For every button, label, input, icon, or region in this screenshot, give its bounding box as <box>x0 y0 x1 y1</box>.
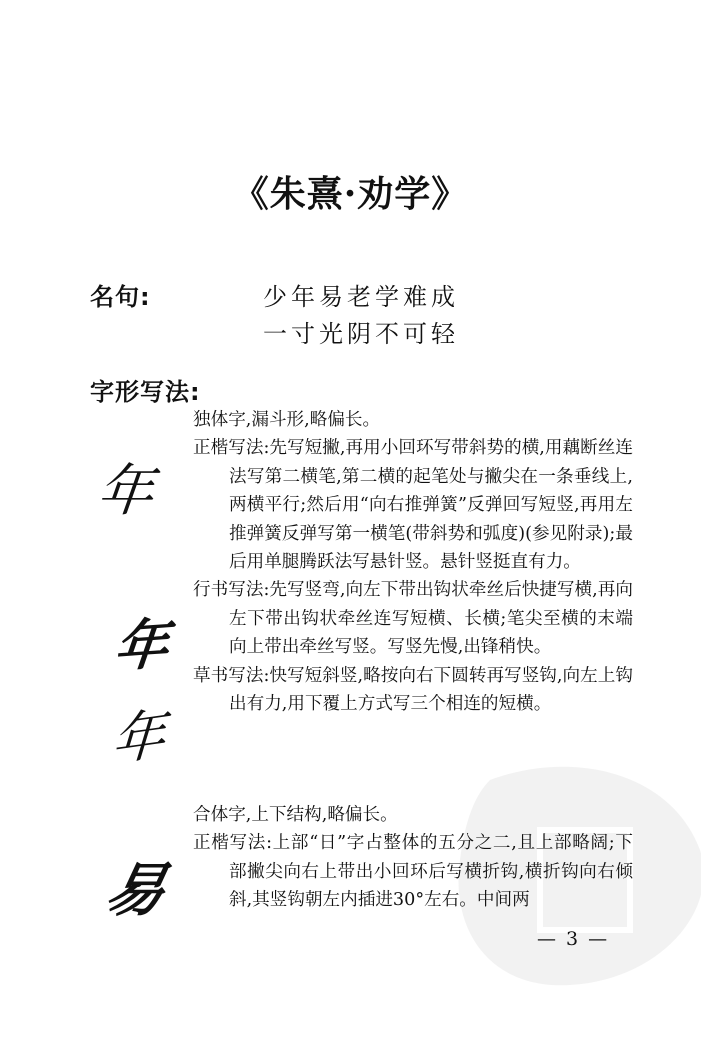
section-nian <box>193 406 633 718</box>
section-nian-xingshu: 行书写法:先写竖弯,向左下带出钩状牵丝后快捷写横,再向左下带出钩状牵丝连写短横、长横;笔尖至横的末端向上带出牵丝写竖。写竖先慢,出锋稍快。 <box>193 580 633 658</box>
section-yi-intro: 合体字,上下结构,略偏长。 <box>193 805 398 825</box>
page-title: 《朱熹·劝学》 <box>232 173 469 215</box>
page-number: — 3 — <box>537 928 610 950</box>
section-nian-caoshu: 草书写法:快写短斜竖,略按向右下圆转再写竖钩,向左上钩出有力,用下覆上方式写三个相连的短横。 <box>193 665 633 715</box>
quote-line-2: 一寸光阴不可轻 <box>263 320 459 348</box>
nian-caoshu-glyph: 年 <box>109 701 168 774</box>
nian-kaishu-glyph: 年 <box>94 459 157 524</box>
section-yi-kaishu: 正楷写法:上部“日”字占整体的五分之二,且上部略阔;下部撇尖向右上带出小回环后写横折钩,横折钩向右倾斜,其竖钩朝左内插进30°左右。中间两 <box>193 833 633 911</box>
form-label: 字形写法: <box>90 378 201 406</box>
section-yi <box>193 801 633 915</box>
quote-label: 名句: <box>90 283 151 311</box>
nian-xingshu-glyph: 年 <box>111 610 172 680</box>
section-nian-intro: 独体字,漏斗形,略偏长。 <box>193 410 381 430</box>
yi-kaishu-glyph: 易 <box>99 856 173 924</box>
section-nian-kaishu: 正楷写法:先写短撇,再用小回环写带斜势的横,用藕断丝连法写第二横笔,第二横的起笔处与撇尖在一条垂线上,两横平行;然后用“向右推弹簧”反弹回写短竖,再用左推弹簧反弹写第一横笔(带斜势和弧度)(参见附录);最后用单腿腾跃法写悬针竖。悬针竖挺直有力。 <box>193 438 633 573</box>
quote-line-1: 少年易老学难成 <box>263 283 459 311</box>
